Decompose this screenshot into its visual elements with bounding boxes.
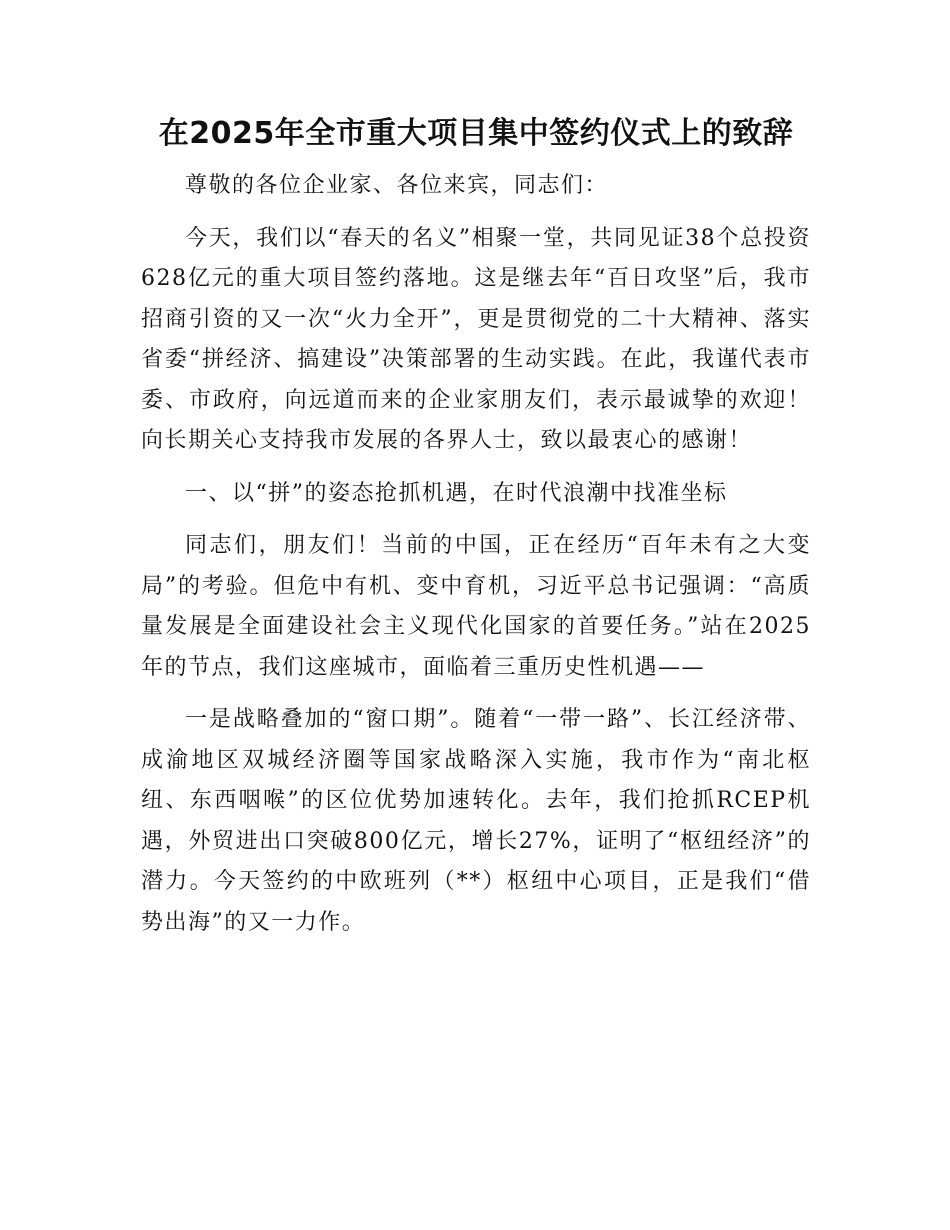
salutation-paragraph: 尊敬的各位企业家、各位来宾，同志们： (185, 173, 609, 198)
opportunity-one-paragraph: 一是战略叠加的“窗口期”。随着“一带一路”、长江经济带、成渝地区双城经济圈等国家战略深入实施，我市作为“南北枢纽、东西咽喉”的区位优势加速转化。去年，我们抢抓RCEP机遇，外贸进出口突破800亿元，增长27%，证明了“枢纽经济”的潜力。今天签约的中欧班列（**）枢纽中心项目，正是我们“借势出海”的又一力作。 (141, 707, 811, 935)
opening-paragraph: 今天，我们以“春天的名义”相聚一堂，共同见证38个总投资628亿元的重大项目签约落地。这是继去年“百日攻坚”后，我市招商引资的又一次“火力全开”，更是贯彻党的二十大精神、落实省委“拼经济、搞建设”决策部署的生动实践。在此，我谨代表市委、市政府，向远道而来的企业家朋友们，表示最诚挚的欢迎！向长期关心支持我市发展的各界人士，致以最衷心的感谢！ (141, 225, 811, 453)
document-body (141, 112, 811, 955)
document-title: 在2025年全市重大项目集中签约仪式上的致辞 (158, 116, 794, 151)
section-heading-one: 一、以“拼”的姿态抢抓机遇，在时代浪潮中找准坐标 (185, 480, 728, 506)
context-paragraph: 同志们，朋友们！当前的中国，正在经历“百年未有之大变局”的考验。但危中有机、变中育机，习近平总书记强调：“高质量发展是全面建设社会主义现代化国家的首要任务。”站在2025年的节点，我们这座城市，面临着三重历史性机遇—— (141, 533, 811, 680)
